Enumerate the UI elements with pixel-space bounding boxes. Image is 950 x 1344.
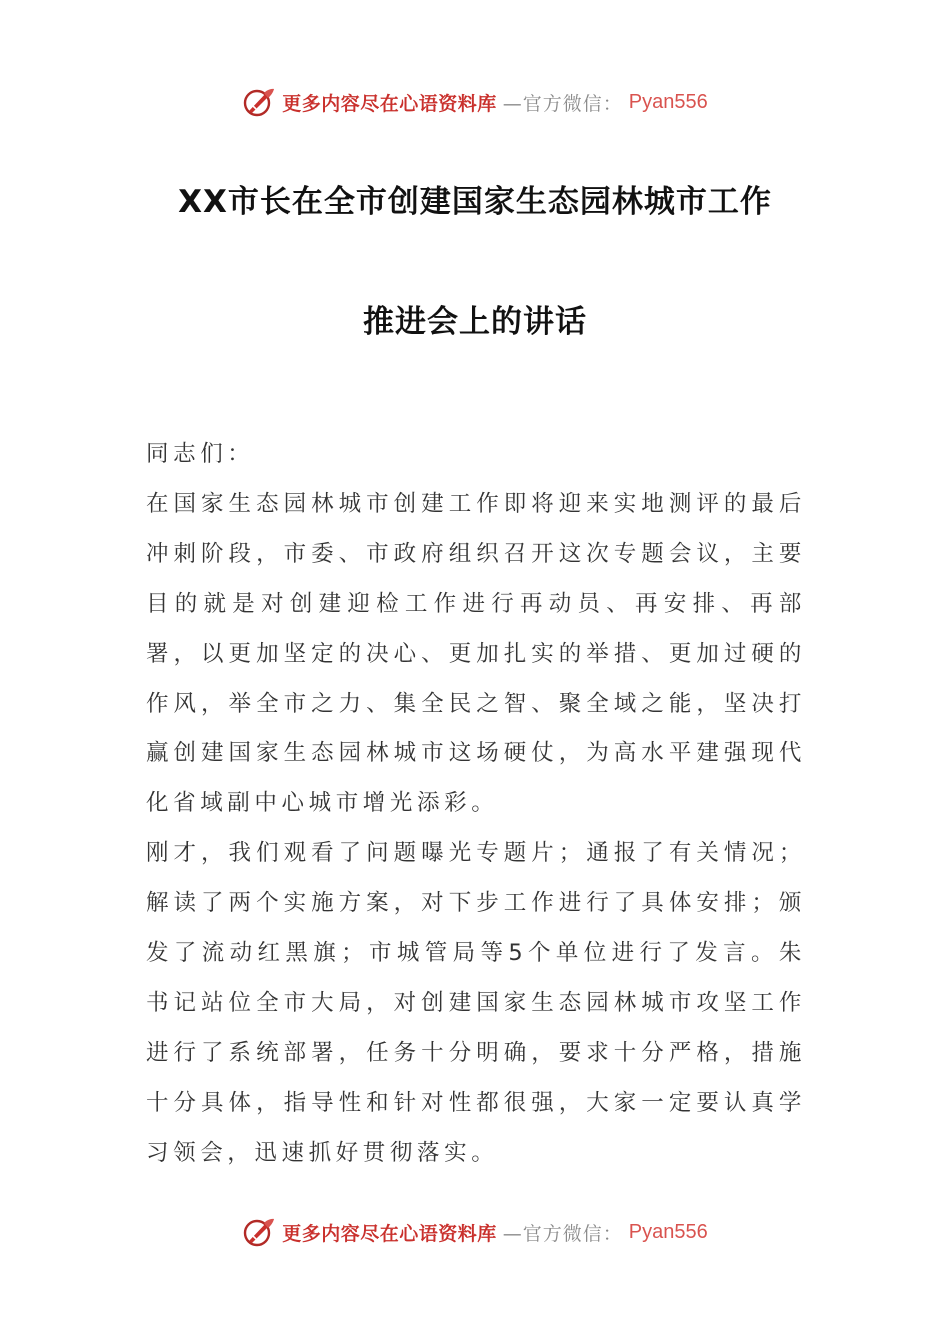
official-account-label: —官方微信： bbox=[502, 92, 623, 115]
wechat-id: Pyan556 bbox=[628, 1220, 708, 1243]
wechat-id: Pyan556 bbox=[628, 90, 708, 113]
paragraph-1: 在国家生态园林城市创建工作即将迎来实地测评的最后冲刺阶段，市委、市政府组织召开这次专题会议，主要目的就是对创建迎检工作进行再动员、再安排、再部署，以更加坚定的决心、更加扎实的举措、更加过硬的作风，举全市之力、集全民之智、聚全域之能，坚决打赢创建国家生态园林城市这场硬仗，为高水平建强现代化省域副中心城市增光添彩。 bbox=[146, 490, 806, 817]
document-body bbox=[146, 430, 806, 1179]
header-banner bbox=[0, 82, 950, 122]
salutation: 同志们： bbox=[146, 441, 255, 467]
quill-logo-icon bbox=[242, 85, 276, 119]
quill-logo-icon bbox=[242, 1215, 276, 1249]
document-title-line-2: 推进会上的讲话 bbox=[363, 304, 587, 340]
footer-banner bbox=[0, 1212, 950, 1252]
brand-text: 更多内容尽在心语资料库 bbox=[282, 92, 497, 115]
paragraph-2: 刚才，我们观看了问题曝光专题片；通报了有关情况；解读了两个实施方案，对下步工作进行了具体安排；颁发了流动红黑旗；市城管局等5个单位进行了发言。朱书记站位全市大局，对创建国家生态园林城市攻坚工作进行了系统部署，任务十分明确，要求十分严格，措施十分具体，指导性和针对性都很强，大家一定要认真学习领会，迅速抓好贯彻落实。 bbox=[146, 840, 806, 1166]
brand-text: 更多内容尽在心语资料库 bbox=[282, 1222, 497, 1245]
official-account-label: —官方微信： bbox=[502, 1222, 623, 1245]
document-title-line-1: XX市长在全市创建国家生态园林城市工作 bbox=[178, 184, 772, 220]
